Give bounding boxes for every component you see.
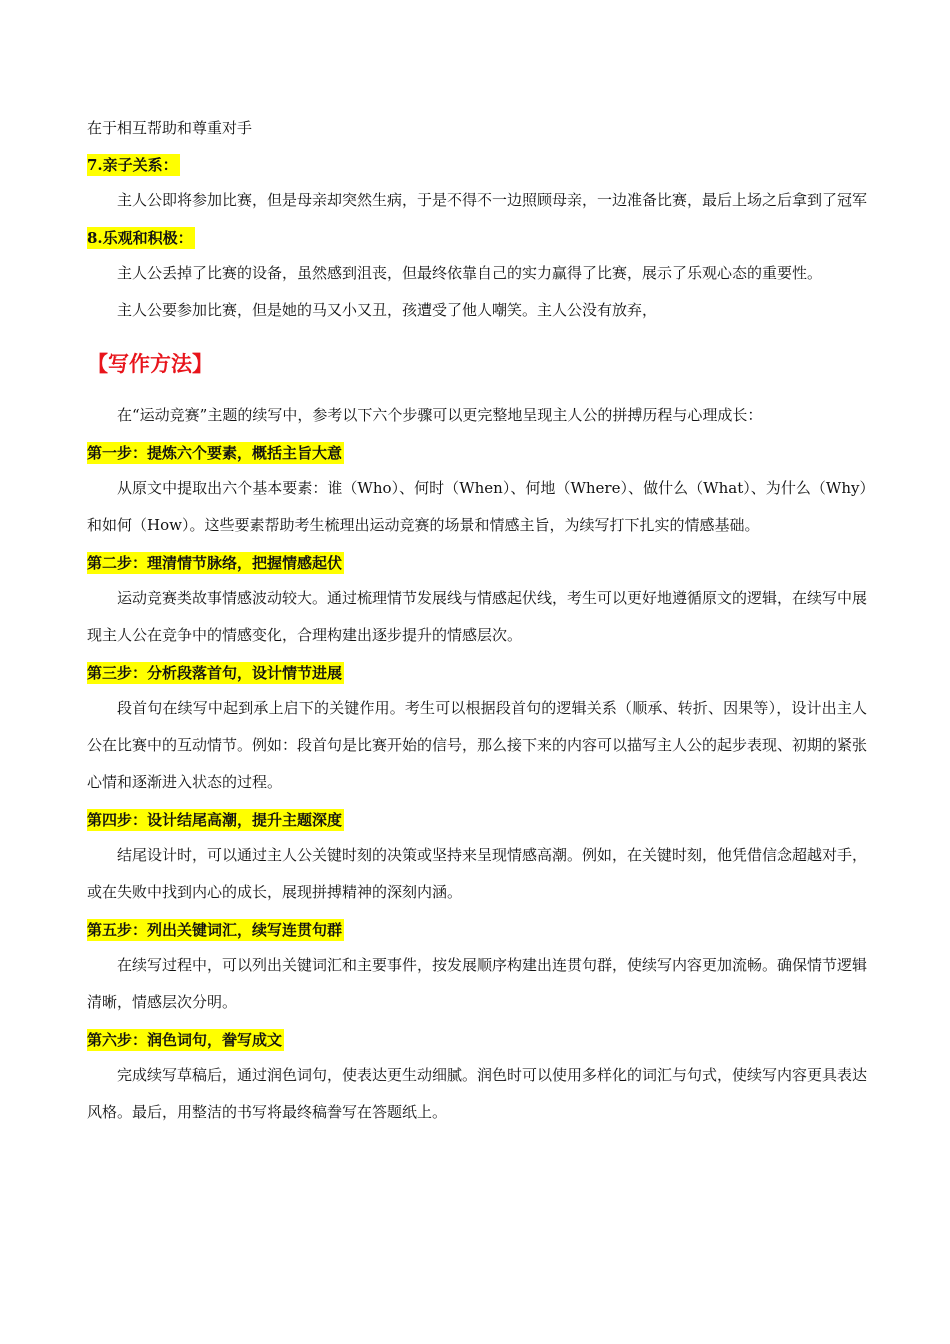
continued-text-line: 在于相互帮助和尊重对手 — [87, 119, 253, 137]
section-optimism — [87, 219, 867, 329]
paragraph: 主人公丢掉了比赛的设备，虽然感到沮丧，但最终依靠自己的实力赢得了比赛，展示了乐观心态的重要性。 — [117, 264, 823, 282]
step-paragraph: 结尾设计时，可以通过主人公关键时刻的决策或坚持来呈现情感高潮。例如，在关键时刻，他凭借信念超越对手，或在失败中找到内心的成长，展现拼搏精神的深刻内涵。 — [87, 846, 868, 901]
step-heading: 第三步：分析段落首句，设计情节进展 — [87, 664, 343, 682]
step-4 — [87, 801, 867, 911]
step-paragraph: 段首句在续写中起到承上启下的关键作用。考生可以根据段首句的逻辑关系（顺承、转折、因果等），设计出主人公在比赛中的互动情节。例如：段首句是比赛开始的信号，那么接下来的内容可以描写主人公的起步表现、初期的紧张心情和逐渐进入状态的过程。 — [87, 699, 868, 791]
step-5 — [87, 911, 867, 1021]
step-paragraph: 从原文中提取出六个基本要素：谁（Who）、何时（When）、何地（Where）、做什么（What）、为什么（Why）和如何（How）。这些要素帮助考生梳理出运动竞赛的场景和情感主旨，为续写打下扎实的情感基础。 — [87, 479, 867, 534]
document-content — [87, 110, 867, 1131]
paragraph: 主人公要参加比赛，但是她的马又小又丑，孩遭受了他人嘲笑。主人公没有放弃， — [117, 301, 658, 319]
section-parent-child-relationship — [87, 146, 867, 219]
step-heading: 第一步：提炼六个要素，概括主旨大意 — [87, 444, 343, 462]
step-1 — [87, 434, 867, 544]
highlighted-heading: 7.亲子关系： — [87, 156, 178, 174]
step-heading: 第二步：理清情节脉络，把握情感起伏 — [87, 554, 343, 572]
step-heading: 第四步：设计结尾高潮，提升主题深度 — [87, 811, 343, 829]
section-title-writing-method: 【写作方法】 — [87, 351, 213, 376]
step-paragraph: 在续写过程中，可以列出关键词汇和主要事件，按发展顺序构建出连贯句群，使续写内容更加流畅。确保情节逻辑清晰，情感层次分明。 — [87, 956, 868, 1011]
method-intro-paragraph: 在“运动竞赛”主题的续写中，参考以下六个步骤可以更完整地呈现主人公的拼搏历程与心理成长： — [117, 406, 763, 424]
highlighted-heading: 8.乐观和积极： — [87, 229, 193, 247]
step-paragraph: 完成续写草稿后，通过润色词句，使表达更生动细腻。润色时可以使用多样化的词汇与句式，使续写内容更具表达风格。最后，用整洁的书写将最终稿誊写在答题纸上。 — [87, 1066, 868, 1121]
step-2 — [87, 544, 867, 654]
step-6 — [87, 1021, 867, 1131]
step-heading: 第五步：列出关键词汇，续写连贯句群 — [87, 921, 343, 939]
step-paragraph: 运动竞赛类故事情感波动较大。通过梳理情节发展线与情感起伏线，考生可以更好地遵循原文的逻辑，在续写中展现主人公在竞争中的情感变化，合理构建出逐步提升的情感层次。 — [87, 589, 868, 644]
step-3 — [87, 654, 867, 801]
step-heading: 第六步：润色词句，誊写成文 — [87, 1031, 283, 1049]
paragraph: 主人公即将参加比赛，但是母亲却突然生病，于是不得不一边照顾母亲，一边准备比赛，最后上场之后拿到了冠军 — [117, 191, 868, 209]
